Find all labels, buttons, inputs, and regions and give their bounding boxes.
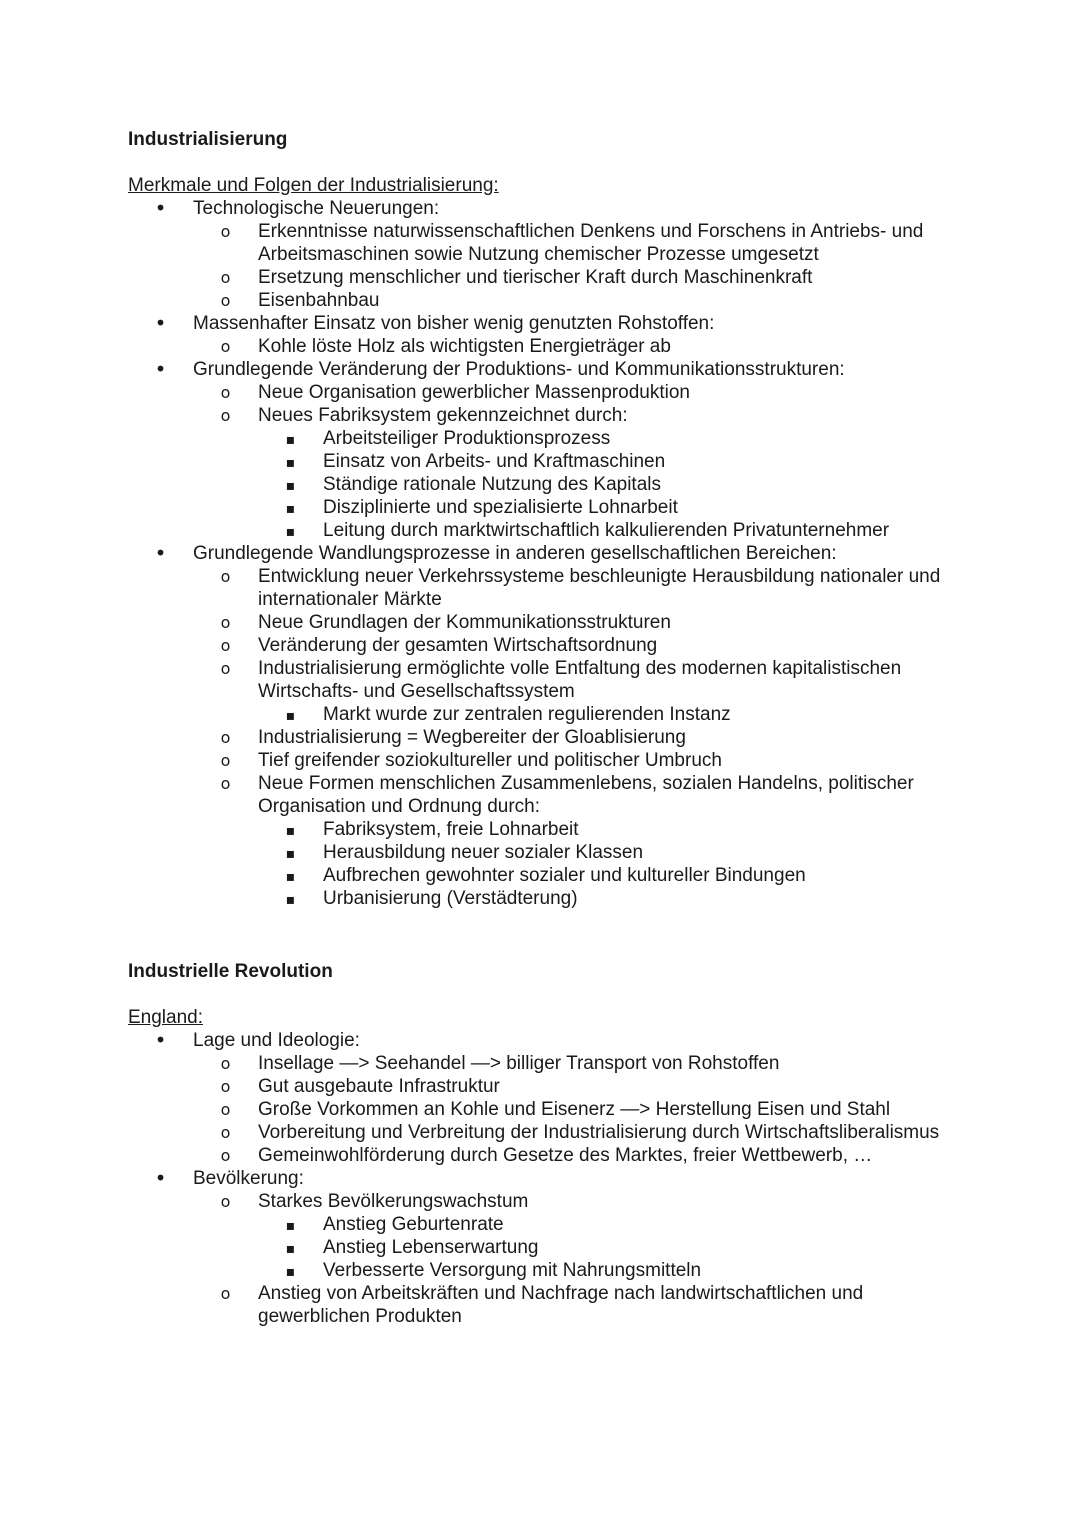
list-item-text: Technologische Neuerungen: [193,198,440,219]
list-item [193,1052,968,1075]
list-item [193,381,968,404]
list-item [193,1282,968,1328]
list-item-text: Entwicklung neuer Verkehrssysteme beschleunigte Herausbildung nationaler und internationaler Märkte [258,566,941,610]
bullet-square-icon [258,1213,323,1238]
list-item [193,657,968,726]
bullet-square-icon [258,496,323,521]
section-industrielle-revolution [128,960,968,1328]
list-item-text: Industrialisierung = Wegbereiter der Gloablisierung [258,727,686,748]
bullet-disc-icon [128,197,193,221]
list-item-text: Eisenbahnbau [258,290,380,311]
list-item-text: Urbanisierung (Verstädterung) [323,888,578,909]
bullet-square-icon [258,450,323,475]
list-item [258,427,968,450]
list-item-text: Markt wurde zur zentralen regulierenden Instanz [323,704,731,725]
list-item-text: Anstieg von Arbeitskräften und Nachfrage nach landwirtschaftlichen und gewerblichen Produkten [258,1283,864,1327]
bullet-circle-icon [193,289,258,312]
list-item [128,197,968,312]
list-item [128,1167,968,1328]
section-subtitle: Merkmale und Folgen der Industrialisierung: [128,175,499,196]
bullet-square-icon [258,427,323,452]
list-item [128,312,968,358]
list-item-text: Grundlegende Veränderung der Produktions- und Kommunikationsstrukturen: [193,359,845,380]
bullet-square-icon [258,1236,323,1261]
list-item-text: Gut ausgebaute Infrastruktur [258,1076,500,1097]
list-item-text: Kohle löste Holz als wichtigsten Energieträger ab [258,336,671,357]
list-item-text: Veränderung der gesamten Wirtschaftsordnung [258,635,658,656]
list-item-text: Industrialisierung ermöglichte volle Entfaltung des modernen kapitalistischen Wirtschafts- und Gesellschaftssystem [258,658,902,702]
bullet-circle-icon [193,381,258,404]
list-item-text: Gemeinwohlförderung durch Gesetze des Marktes, freier Wettbewerb, … [258,1145,873,1166]
bullet-circle-icon [193,772,258,795]
list-item-text: Starkes Bevölkerungswachstum [258,1191,529,1212]
bullet-circle-icon [193,657,258,680]
list-item [258,1213,968,1236]
section-subtitle: England: [128,1007,204,1028]
list-item-text: Anstieg Lebenserwartung [323,1237,539,1258]
section-title: Industrielle Revolution [128,961,333,982]
list-item [258,496,968,519]
list-item-text: Einsatz von Arbeits- und Kraftmaschinen [323,451,666,472]
bullet-circle-icon [193,266,258,289]
list-item-text: Neue Formen menschlichen Zusammenlebens, sozialen Handelns, politischer Organisation und Ordnung durch: [258,773,914,817]
list-item-text: Bevölkerung: [193,1168,304,1189]
bullet-square-icon [258,473,323,498]
sub-sub-list [258,1213,968,1282]
bullet-square-icon [258,841,323,866]
list-item [193,404,968,542]
bullet-list [128,1029,968,1328]
sub-sub-list [258,427,968,542]
list-item-text: Lage und Ideologie: [193,1030,360,1051]
list-item-text: Aufbrechen gewohnter sozialer und kultureller Bindungen [323,865,806,886]
bullet-list [128,197,968,910]
list-item-text: Massenhafter Einsatz von bisher wenig genutzten Rohstoffen: [193,313,715,334]
list-item-text: Anstieg Geburtenrate [323,1214,504,1235]
list-item [193,749,968,772]
bullet-circle-icon [193,1121,258,1144]
list-item [193,289,968,312]
list-item [128,358,968,542]
bullet-circle-icon [193,1075,258,1098]
list-item [258,841,968,864]
list-item-text: Vorbereitung und Verbreitung der Industrialisierung durch Wirtschaftsliberalismus [258,1122,940,1143]
section-industrialisierung [128,128,968,910]
list-item [193,611,968,634]
bullet-square-icon [258,519,323,544]
list-item [128,1029,968,1167]
sub-list [193,381,968,542]
list-item [258,887,968,910]
list-item [258,818,968,841]
bullet-circle-icon [193,611,258,634]
bullet-square-icon [258,864,323,889]
section-title: Industrialisierung [128,129,288,150]
list-item [193,220,968,266]
bullet-circle-icon [193,634,258,657]
list-item [193,335,968,358]
sub-list [193,220,968,312]
bullet-disc-icon [128,1167,193,1191]
bullet-circle-icon [193,404,258,427]
list-item-text: Grundlegende Wandlungsprozesse in anderen gesellschaftlichen Bereichen: [193,543,837,564]
sub-list [193,1190,968,1328]
list-item-text: Ersetzung menschlicher und tierischer Kraft durch Maschinenkraft [258,267,813,288]
list-item [193,565,968,611]
bullet-circle-icon [193,1098,258,1121]
list-item-text: Verbesserte Versorgung mit Nahrungsmitteln [323,1260,702,1281]
bullet-circle-icon [193,335,258,358]
list-item [193,1098,968,1121]
list-item-text: Disziplinierte und spezialisierte Lohnarbeit [323,497,678,518]
bullet-disc-icon [128,358,193,382]
list-item-text: Ständige rationale Nutzung des Kapitals [323,474,662,495]
list-item-text: Arbeitsteiliger Produktionsprozess [323,428,611,449]
list-item-text: Erkenntnisse naturwissenschaftlichen Denkens und Forschens in Antriebs- und Arbeitsmaschinen sowie Nutzung chemischer Prozesse umgesetzt [258,221,924,265]
sub-sub-list [258,818,968,910]
bullet-square-icon [258,887,323,912]
bullet-circle-icon [193,1052,258,1075]
list-item [258,450,968,473]
list-item-text: Neues Fabriksystem gekennzeichnet durch: [258,405,628,426]
sub-list [193,565,968,910]
bullet-square-icon [258,818,323,843]
sub-sub-list [258,703,968,726]
bullet-disc-icon [128,542,193,566]
bullet-square-icon [258,1259,323,1284]
list-item-text: Tief greifender soziokultureller und politischer Umbruch [258,750,722,771]
list-item [193,726,968,749]
list-item [258,473,968,496]
list-item-text: Fabriksystem, freie Lohnarbeit [323,819,579,840]
bullet-circle-icon [193,1190,258,1213]
list-item [193,1075,968,1098]
list-item [258,519,968,542]
bullet-circle-icon [193,565,258,588]
list-item-text: Neue Organisation gewerblicher Massenproduktion [258,382,690,403]
list-item [258,864,968,887]
bullet-circle-icon [193,220,258,243]
list-item [258,703,968,726]
list-item [193,266,968,289]
bullet-circle-icon [193,726,258,749]
list-item [193,1190,968,1282]
list-item [258,1259,968,1282]
sub-list [193,335,968,358]
list-item [193,1121,968,1144]
bullet-disc-icon [128,1029,193,1053]
list-item-text: Insellage —> Seehandel —> billiger Transport von Rohstoffen [258,1053,780,1074]
list-item-text: Herausbildung neuer sozialer Klassen [323,842,644,863]
bullet-circle-icon [193,1282,258,1305]
list-item-text: Leitung durch marktwirtschaftlich kalkulierenden Privatunternehmer [323,520,890,541]
sub-list [193,1052,968,1167]
bullet-circle-icon [193,1144,258,1167]
bullet-disc-icon [128,312,193,336]
list-item [193,772,968,910]
list-item [193,634,968,657]
list-item [258,1236,968,1259]
list-item-text: Große Vorkommen an Kohle und Eisenerz —> Herstellung Eisen und Stahl [258,1099,891,1120]
list-item [128,542,968,910]
list-item-text: Neue Grundlagen der Kommunikationsstrukturen [258,612,671,633]
bullet-square-icon [258,703,323,728]
bullet-circle-icon [193,749,258,772]
list-item [193,1144,968,1167]
